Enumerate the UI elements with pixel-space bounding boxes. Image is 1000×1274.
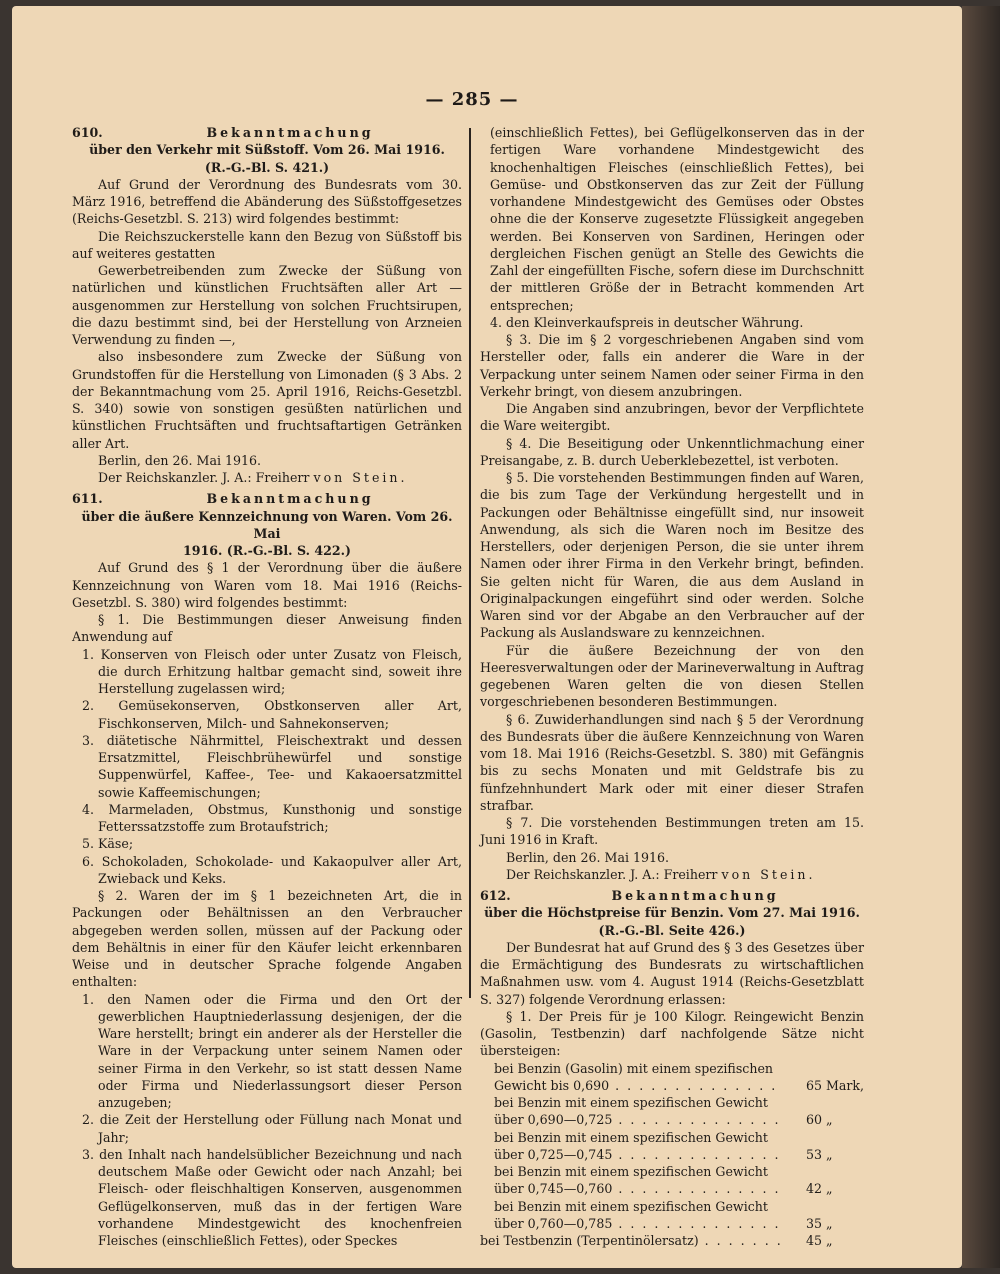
paragraph: Für die äußere Bezeichnung der von den Heeresverwaltungen oder der Marineverwaltung in Auftrag gegebenen Waren gelten die von diesen Stellen vorgeschriebenen besonderen Bestimmungen. bbox=[480, 642, 864, 710]
page-number: — 285 — bbox=[425, 89, 519, 110]
price-row-line bbox=[480, 1215, 864, 1232]
price-value: 65 bbox=[805, 1077, 822, 1093]
price-value: 42 bbox=[805, 1181, 822, 1197]
list-item: 5. Käse; bbox=[82, 836, 134, 852]
paragraph: § 5. Die vorstehenden Bestimmungen finden auf Waren, die bis zum Tage der Verkündung hergestellt und in Packungen oder Behältnisse eingefüllt sind, nur insoweit Anwendung, als sich die Waren noch im Besitze des Herstellers, oder derjenigen Person, die sie unter ihrem Namen oder ihrer Firma in den Verkehr bringt, befinden. Sie gelten nicht für Waren, die aus dem Ausland in Originalpackungen eingeführt sind oder werden. Solche Waren sind vor der Abgabe an den Verbraucher auf der Packung als Auslandsware zu kennzeichnen. bbox=[480, 470, 864, 641]
section-citation: (R.-G.-Bl. Seite 426.) bbox=[598, 922, 746, 938]
section-612-heading bbox=[480, 887, 864, 904]
price-table bbox=[480, 1060, 864, 1250]
section-citation: (R.-G.-Bl. S. 421.) bbox=[204, 159, 330, 175]
paragraph: § 4. Die Beseitigung oder Unkenntlichmachung einer Preisangabe, z. B. durch Ueberklebezettel, ist verboten. bbox=[480, 435, 864, 468]
price-row-line bbox=[480, 1146, 864, 1163]
price-row-label: bei Benzin mit einem spezifischen Gewicht bbox=[494, 1198, 768, 1214]
price-value: 53 bbox=[805, 1146, 822, 1162]
price-row-label: bei Benzin mit einem spezifischen Gewicht bbox=[494, 1164, 768, 1179]
price-value: 60 bbox=[805, 1112, 822, 1128]
list-item: 2. Gemüsekonserven, Obstkonserven aller Art, Fischkonserven, Milch- und Sahnekonserven; bbox=[82, 698, 462, 731]
list-item: 1. Konserven von Fleisch oder unter Zusatz von Fleisch, die durch Erhitzung haltbar gemacht sind, soweit ihre Herstellung zugelassen wird; bbox=[82, 646, 462, 696]
section-subject: über die Höchstpreise für Benzin. Vom 27. Mai 1916. bbox=[484, 905, 860, 921]
price-row bbox=[480, 1129, 864, 1164]
paragraph: Auf Grund der Verordnung des Bundesrats vom 30. März 1916, betreffend die Abänderung des Süßstoffgesetzes (Reichs-Gesetzbl. S. 213) wird folgendes bestimmt: bbox=[72, 176, 462, 227]
price-unit: „ bbox=[826, 1146, 833, 1162]
price-row-range: über 0,760—0,785 . . . bbox=[494, 1215, 782, 1232]
column-divider bbox=[469, 128, 471, 998]
section-kind: Bekanntmachung bbox=[206, 491, 374, 507]
paragraph: (einschließlich Fettes), bei Geflügelkonserven das in der fertigen Ware vorhandene Mindestgewicht des knochenhaltigen Fleisches (einschließlich Fettes), bei Gemüse- und Obstkonserven das zur Zeit der Füllung vorhandene Mindestgewicht des Gemüses oder Obstes ohne die der Konserve zugesetzte Flüssigkeit angegeben werden. Bei Konserven von Sardinen, Heringen oder dergleichen Fischen genügt an Stelle des Gewichts die Zahl der eingefüllten Fische, sofern diese im Durchschnitt der mittleren Größe der in Betracht kommenden Art entsprechen; bbox=[490, 125, 864, 313]
price-unit: „ bbox=[826, 1215, 833, 1231]
paragraph: § 1. Der Preis für je 100 Kilogr. Reingewicht Benzin (Gasolin, Testbenzin) darf nachfolgende Sätze nicht übersteigen: bbox=[480, 1008, 864, 1059]
section-subject: über die äußere Kennzeichnung von Waren. Vom 26. Mai bbox=[81, 508, 453, 541]
signature bbox=[72, 469, 462, 486]
right-column bbox=[480, 124, 864, 1249]
section-610-heading bbox=[72, 124, 462, 141]
list-item: 6. Schokoladen, Schokolade- und Kakaopulver aller Art, Zwieback und Keks. bbox=[82, 853, 462, 886]
paragraph: Die Angaben sind anzubringen, bevor der Verpflichtete die Ware weitergibt. bbox=[480, 401, 864, 434]
signature-prefix: Der Reichskanzler. J. A.: Freiherr bbox=[506, 866, 718, 882]
price-row-label: bei Benzin mit einem spezifischen Gewicht bbox=[494, 1095, 768, 1110]
place-date: Berlin, den 26. Mai 1916. bbox=[506, 849, 670, 865]
place-date: Berlin, den 26. Mai 1916. bbox=[98, 452, 262, 468]
paragraph: Gewerbetreibenden zum Zwecke der Süßung von natürlichen und künstlichen Fruchtsäften aller Art — ausgenommen zur Herstellung von solchen Fruchtsirupen, die dazu bestimmt sind, bei der Herstellung von Arzneien Verwendung zu finden —, bbox=[72, 263, 462, 347]
paragraph: Die Reichszuckerstelle kann den Bezug von Süßstoff bis auf weiteres gestatten bbox=[72, 228, 462, 261]
price-row-range: über 0,690—0,725 . . . bbox=[494, 1111, 782, 1128]
section-number: 611. bbox=[72, 491, 103, 507]
signature-name: von Stein. bbox=[313, 470, 408, 485]
section-citation: 1916. (R.-G.-Bl. S. 422.) bbox=[182, 543, 352, 558]
document-page bbox=[12, 6, 962, 1268]
price-row-line bbox=[480, 1232, 864, 1249]
price-unit: „ bbox=[826, 1233, 833, 1248]
price-value: 35 bbox=[805, 1215, 822, 1231]
list-item: 3. den Inhalt nach handelsüblicher Bezeichnung und nach deutschem Maße oder Gewicht oder nach Anzahl; bei Fleisch- oder fleischhaltigen Konserven, ausgenommen Geflügelkonserven, muß das in der fertigen Ware vorhandene Mindestgewicht des knochenfreien Fleisches (einschließlich Fettes), oder Speckes bbox=[82, 1146, 462, 1248]
price-unit: „ bbox=[826, 1181, 833, 1197]
price-row-line bbox=[480, 1077, 864, 1094]
signature-prefix: Der Reichskanzler. J. A.: Freiherr bbox=[98, 470, 310, 485]
paragraph: Auf Grund des § 1 der Verordnung über die äußere Kennzeichnung von Waren vom 18. Mai 1916 (Reichs-Gesetzbl. S. 380) wird folgendes bestimmt: bbox=[72, 560, 462, 610]
paragraph: § 2. Waren der im § 1 bezeichneten Art, die in Packungen oder Behältnissen an den Verbraucher abgegeben werden sollen, müssen auf der Packung oder dem Behältnis in einer für den Käufer leicht erkennbaren Weise und in deutscher Sprache folgende Angaben enthalten: bbox=[72, 888, 462, 990]
price-row-range: über 0,725—0,745 . . . bbox=[494, 1146, 782, 1163]
list-item: 4. Marmeladen, Obstmus, Kunsthonig und sonstige Fetterssatzstoffe zum Brotaufstrich; bbox=[82, 801, 462, 834]
price-row-range: über 0,745—0,760 . . . bbox=[494, 1180, 782, 1197]
left-column bbox=[72, 124, 462, 1249]
paragraph: § 7. Die vorstehenden Bestimmungen treten am 15. Juni 1916 in Kraft. bbox=[480, 815, 864, 848]
price-row-range: Gewicht bis 0,690 . . . bbox=[494, 1077, 782, 1094]
paragraph: § 6. Zuwiderhandlungen sind nach § 5 der Verordnung des Bundesrats über die äußere Kennzeichnung von Waren vom 18. Mai 1916 (Reichs-Gesetzbl. S. 380) mit Gefängnis bis zu sechs Monaten und mit Geldstrafe bis zu fünfzehnhundert Mark oder mit einer dieser Strafen strafbar. bbox=[480, 711, 864, 813]
price-row bbox=[480, 1163, 864, 1198]
list-item: 2. die Zeit der Herstellung oder Füllung nach Monat und Jahr; bbox=[82, 1112, 462, 1145]
price-row-line bbox=[480, 1180, 864, 1197]
price-value: 45 bbox=[805, 1233, 822, 1248]
price-row-line bbox=[480, 1111, 864, 1128]
section-kind: Bekanntmachung bbox=[206, 125, 374, 140]
section-number: 612. bbox=[480, 888, 511, 903]
section-kind: Bekanntmachung bbox=[611, 888, 779, 903]
price-row bbox=[480, 1094, 864, 1129]
price-row bbox=[480, 1198, 864, 1233]
list-item: 3. diätetische Nährmittel, Fleischextrakt und dessen Ersatzmittel, Fleischbrühewürfel und sonstige Suppenwürfel, Kaffee-, Tee- und Kakaoersatzmittel sowie Kaffeemischungen; bbox=[82, 732, 462, 800]
paragraph: Der Bundesrat hat auf Grund des § 3 des Gesetzes über die Ermächtigung des Bundesrats zu wirtschaftlichen Maßnahmen usw. vom 4. August 1914 (Reichs-Gesetzblatt S. 327) folgende Verordnung erlassen: bbox=[480, 939, 864, 1007]
price-unit: „ bbox=[826, 1112, 833, 1128]
price-row-label: bei Benzin mit einem spezifischen Gewicht bbox=[494, 1129, 768, 1145]
price-unit: Mark, bbox=[826, 1077, 865, 1093]
price-row bbox=[480, 1232, 864, 1249]
price-row-label: bei Benzin (Gasolin) mit einem spezifischen bbox=[494, 1060, 774, 1076]
book-binding bbox=[962, 6, 1000, 1268]
paragraph: § 1. Die Bestimmungen dieser Anweisung finden Anwendung auf bbox=[72, 612, 462, 645]
price-row-range: bei Testbenzin (Terpentinölersatz) . . . bbox=[480, 1232, 782, 1249]
section-subject: über den Verkehr mit Süßstoff. Vom 26. Mai 1916. bbox=[89, 142, 445, 158]
signature bbox=[480, 866, 864, 883]
paragraph: also insbesondere zum Zwecke der Süßung von Grundstoffen für die Herstellung von Limonaden (§ 3 Abs. 2 der Bekanntmachung vom 25. April 1916, Reichs-Gesetzbl. S. 340) sowie von sonstigen gesüßten natürlichen und künstlichen Fruchtsäften und fruchtsaftartigen Getränken aller Art. bbox=[72, 349, 462, 451]
signature-name: von Stein. bbox=[721, 866, 816, 882]
paragraph: § 3. Die im § 2 vorgeschriebenen Angaben sind vom Hersteller oder, falls ein anderer die Ware in der Verpackung unter seinem Namen oder seiner Firma in den Verkehr bringt, von diesem anzubringen. bbox=[480, 332, 864, 399]
section-611-heading bbox=[72, 490, 462, 507]
section-number: 610. bbox=[72, 125, 103, 140]
list-item: 1. den Namen oder die Firma und den Ort der gewerblichen Hauptniederlassung desjenigen, der die Ware herstellt; bringt ein anderer als der Hersteller die Ware in der Verpackung unter seinem Namen oder seiner Firma in den Verkehr, so ist statt dessen Name oder Firma und Niederlassungsort dieser Person anzugeben; bbox=[82, 991, 462, 1110]
price-row bbox=[480, 1060, 864, 1095]
list-item: 4. den Kleinverkaufspreis in deutscher Währung. bbox=[490, 314, 804, 330]
